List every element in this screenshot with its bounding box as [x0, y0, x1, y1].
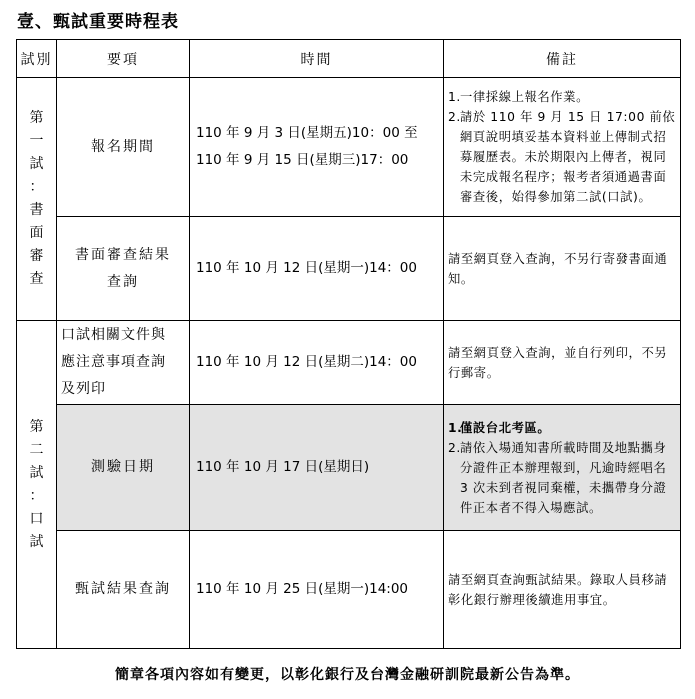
header-note: 備註 [444, 40, 681, 78]
note-list-item: 2. 請依入場通知書所載時間及地點攜身分證件正本辦理報到，凡逾時經唱名 3 次未到者視同棄權，未攜帶身分證件正本者不得入場應試。 [448, 440, 667, 515]
header-category: 試別 [17, 40, 57, 78]
note-test-date [444, 405, 681, 531]
item-review-result: 書面審查結果 查詢 [57, 217, 190, 321]
note-list-item: 1. 一律採線上報名作業。 [448, 90, 589, 104]
header-time: 時間 [190, 40, 444, 78]
note-result-query: 請至網頁查詢甄試結果。錄取人員移請彰化銀行辦理後續進用事宜。 [444, 531, 681, 649]
item-interview-documents: 口試相關文件與 應注意事項查詢 及列印 [57, 321, 190, 405]
table-row [17, 78, 681, 217]
note-review-result: 請至網頁登入查詢，不另行寄發書面通知。 [444, 217, 681, 321]
table-row [17, 405, 681, 531]
time-test-date: 110 年 10 月 17 日(星期日) [190, 405, 444, 531]
time-registration-period: 110 年 9 月 3 日(星期五)10：00 至 110 年 9 月 15 日(星期三)17：00 [190, 78, 444, 217]
item-test-date: 測驗日期 [57, 405, 190, 531]
note-registration-period [444, 78, 681, 217]
table-row [17, 217, 681, 321]
category-first-round: 第 一 試 ： 書 面 審 查 [17, 78, 57, 321]
time-review-result: 110 年 10 月 12 日(星期一)14：00 [190, 217, 444, 321]
category-second-round: 第 二 試 ： 口 試 [17, 321, 57, 649]
footer-note: 簡章各項內容如有變更，以彰化銀行及台灣金融研訓院最新公告為準。 [115, 667, 580, 683]
time-interview-documents: 110 年 10 月 12 日(星期二)14：00 [190, 321, 444, 405]
section-title: 壹、甄試重要時程表 [17, 12, 179, 32]
item-result-query: 甄試結果查詢 [57, 531, 190, 649]
table-row [17, 531, 681, 649]
item-registration-period: 報名期間 [57, 78, 190, 217]
table-row [17, 321, 681, 405]
time-result-query: 110 年 10 月 25 日(星期一)14:00 [190, 531, 444, 649]
note-interview-documents: 請至網頁登入查詢，並自行列印，不另行郵寄。 [444, 321, 681, 405]
note-list-item: 1. 僅設台北考區。 [448, 420, 551, 435]
note-list-item: 2. 請於 110 年 9 月 15 日 17:00 前依網頁說明填妥基本資料並上傳制式招募履歷表。未於期限內上傳者，視同未完成報名程序；報考者須通過書面審查後，始得參加第二試(口試)。 [448, 110, 676, 204]
header-item: 要項 [57, 40, 190, 78]
table-header-row [17, 40, 681, 78]
schedule-table [16, 39, 681, 649]
